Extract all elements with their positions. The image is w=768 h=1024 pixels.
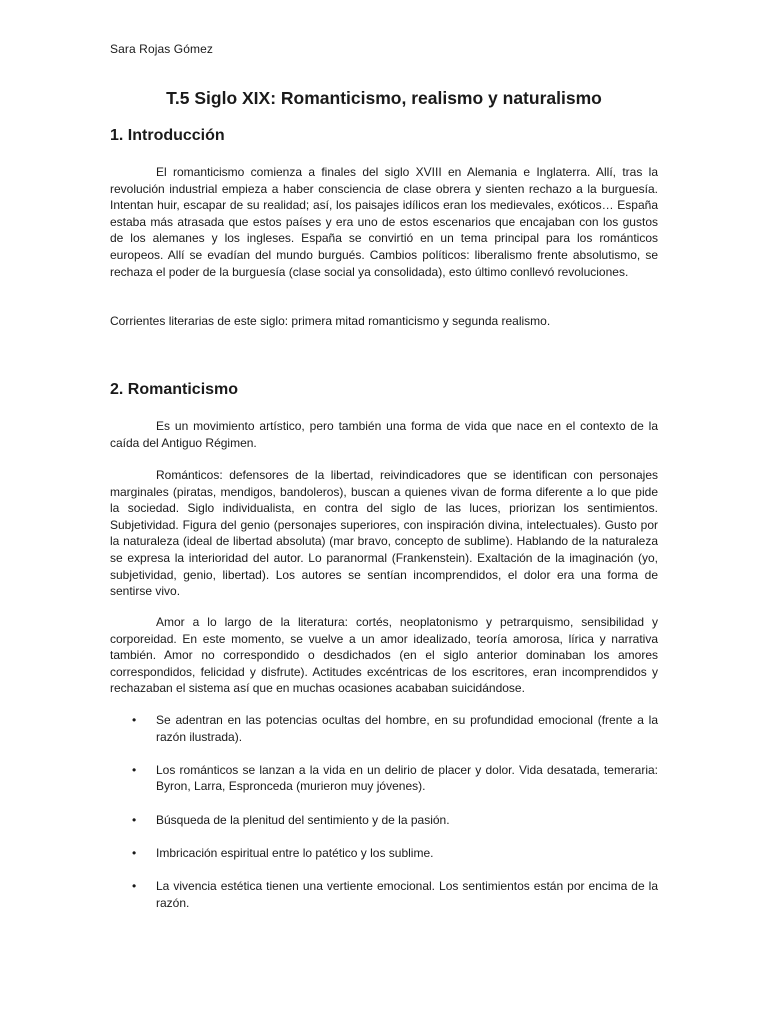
bullet-text: Imbricación espiritual entre lo patético y los sublime. (156, 845, 434, 860)
bullet-icon: • (132, 878, 137, 893)
bullet-text: Se adentran en las potencias ocultas del hombre, en su profundidad emocional (frente a la razón ilustrada). (156, 713, 658, 744)
bullet-item (110, 878, 658, 911)
intro-paragraph-1: El romanticismo comienza a finales del siglo XVIII en Alemania e Inglaterra. Allí, tras la revolución industrial empieza a haber consciencia de clase obrera y sienten rechazo a la burguesía. Intentan huir, escapar de su realidad; así, los paisajes idílicos eran los medievales, exóticos… España estaba más atrasada que estos países y era uno de estos escenarios que encajaban con los gustos de los alemanes y los ingleses. España se convirtió en un tema principal para los románticos europeos. Allí se evadían del mundo burgués. Cambios políticos: liberalismo frente absolutismo, se rechaza el poder de la burguesía (clase social ya consolidada), esto último conllevó revoluciones. (110, 165, 658, 279)
bullet-icon: • (132, 762, 137, 777)
section-heading-introduccion: 1. Introducción (110, 127, 225, 144)
romanticismo-paragraph-2: Románticos: defensores de la libertad, reivindicadores que se identifican con personajes marginales (piratas, mendigos, bandoleros), buscan a quienes vivan de forma diferente a lo que pide la sociedad. Siglo individualista, en contra del siglo de las luces, priorizan los sentimientos. Subjetividad. Figura del genio (personajes superiores, con inspiración divina, intelectuales). Gusto por la naturaleza (ideal de libertad absoluta) (mar bravo, concepto de sublime). Hablando de la naturaleza se expresa la interioridad del autor. Lo paranormal (Frankenstein). Exaltación de la imaginación (yo, subjetividad, genio, libertad). Los autores se sentían incomprendidos, el dolor era una forma de sentirse vivo. (110, 468, 658, 599)
bullet-icon: • (132, 845, 137, 860)
romanticismo-paragraph-1: Es un movimiento artístico, pero también una forma de vida que nace en el contexto de la caída del Antiguo Régimen. (110, 419, 658, 450)
bullet-item (110, 762, 658, 795)
bullet-icon: • (132, 812, 137, 827)
romanticismo-paragraph-3: Amor a lo largo de la literatura: cortés, neoplatonismo y petrarquismo, sensibilidad y corporeidad. En este momento, se vuelve a un amor idealizado, teoría amorosa, lírica y narrativa también. Amor no correspondido o desdichados (en el siglo anterior dominaban los amores correspondidos, felicidad y disfrute). Actitudes excéntricas de los escritores, eran incomprendidos y rechazaban el sistema así que en muchas ocasiones acababan suicidándose. (110, 615, 658, 696)
bullet-icon: • (132, 713, 137, 727)
intro-paragraph-2: Corrientes literarias de este siglo: primera mitad romanticismo y segunda realismo. (110, 314, 551, 328)
romanticismo-bullet-list (110, 712, 658, 928)
bullet-item (110, 845, 658, 862)
bullet-item (110, 712, 658, 745)
bullet-text: Búsqueda de la plenitud del sentimiento y de la pasión. (156, 812, 450, 827)
bullet-text: Los románticos se lanzan a la vida en un delirio de placer y dolor. Vida desatada, temeraria: Byron, Larra, Espronceda (murieron muy jóvenes). (156, 762, 658, 794)
bullet-text: La vivencia estética tienen una vertiente emocional. Los sentimientos están por encima de la razón. (156, 878, 658, 910)
section-heading-romanticismo: 2. Romanticismo (110, 381, 239, 398)
document-title: T.5 Siglo XIX: Romanticismo, realismo y naturalismo (166, 88, 602, 108)
header-author: Sara Rojas Gómez (110, 42, 213, 56)
bullet-item (110, 812, 658, 829)
